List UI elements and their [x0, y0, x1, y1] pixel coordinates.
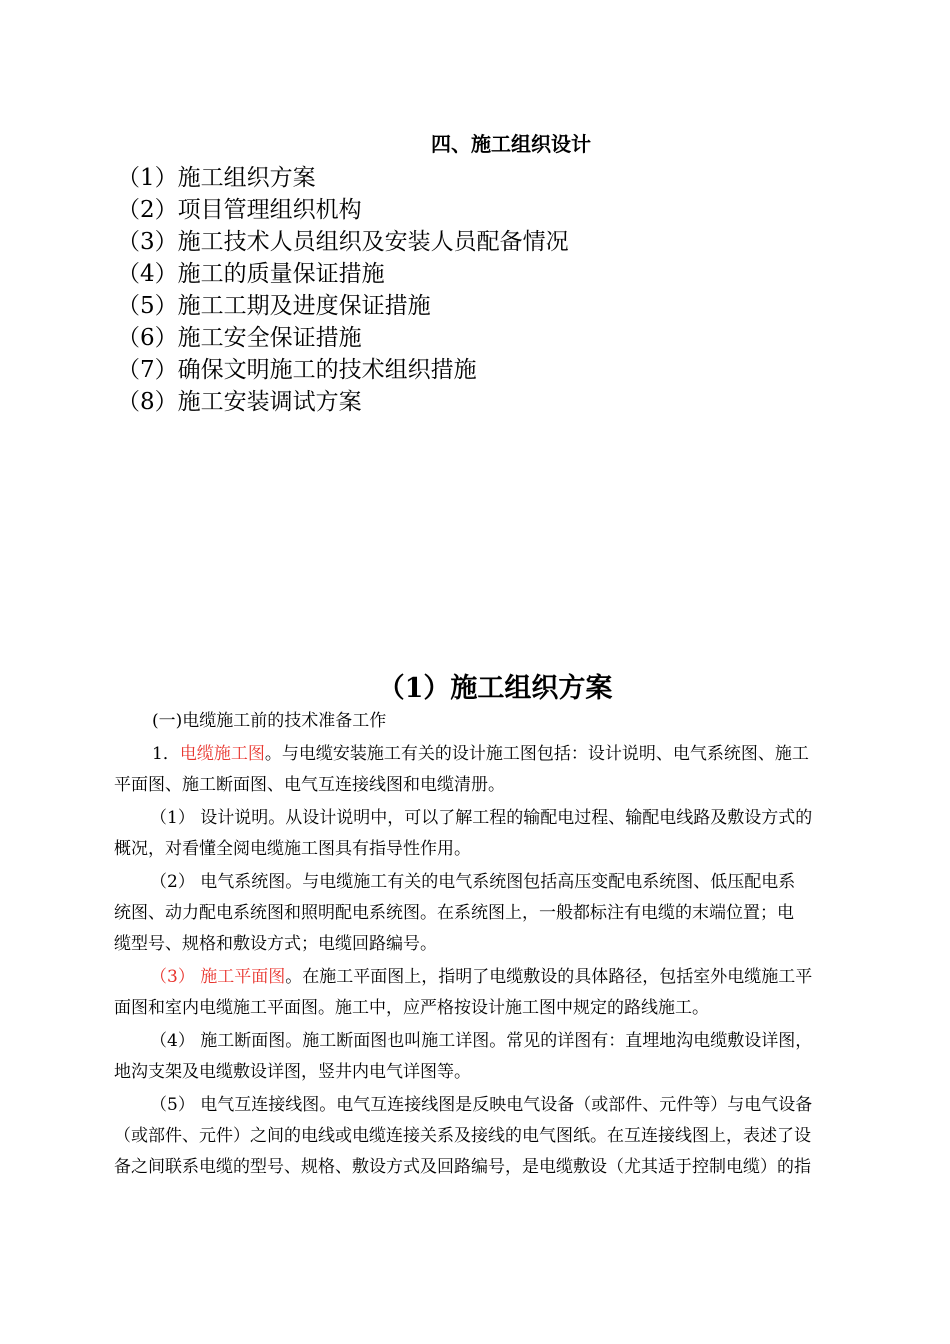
paragraph-line: 备之间联系电缆的型号、规格、敷设方式及回路编号，是电缆敷设（尤其适于控制电缆）的指 — [114, 1157, 811, 1177]
toc-item: （4）施工的质量保证措施 — [117, 261, 385, 287]
paragraph-line: 平面图、施工断面图、电气互连接线图和电缆清册。 — [114, 775, 505, 795]
paragraph-line: （1） 设计说明。从设计说明中，可以了解工程的输配电过程、输配电线路及敷设方式的 — [150, 808, 813, 828]
toc-item: （3）施工技术人员组织及安装人员配备情况 — [117, 229, 569, 255]
paragraph-line — [114, 739, 866, 770]
paragraph-line: （5） 电气互连接线图。电气互连接线图是反映电气设备（或部件、元件等）与电气设备 — [150, 1095, 813, 1115]
sub-heading: (一)电缆施工前的技术准备工作 — [152, 711, 387, 731]
paragraph-line: （4） 施工断面图。施工断面图也叫施工详图。常见的详图有：直埋地沟电缆敷设详图， — [150, 1031, 813, 1051]
table-of-contents — [117, 162, 569, 418]
paragraph-line: 统图、动力配电系统图和照明配电系统图。在系统图上，一般都标注有电缆的末端位置；电 — [114, 903, 794, 923]
toc-item: （7）确保文明施工的技术组织措施 — [117, 357, 477, 383]
paragraph-drawings — [114, 739, 866, 801]
paragraph-line: 概况，对看懂全阅电缆施工图具有指导性作用。 — [114, 839, 471, 859]
toc-item: （5）施工工期及进度保证措施 — [117, 293, 431, 319]
paragraph-section-view — [114, 1026, 866, 1088]
paragraph-wiring-diagram — [114, 1090, 866, 1183]
paragraph-line: （2） 电气系统图。与电缆施工有关的电气系统图包括高压变配电系统图、低压配电系 — [150, 872, 796, 892]
section-title: 四、施工组织设计 — [431, 132, 591, 156]
paragraph-plan-view — [114, 962, 866, 1024]
highlight-text: （3） 施工平面图 — [150, 967, 286, 987]
toc-item: （6）施工安全保证措施 — [117, 325, 362, 351]
paragraph-system-diagram — [114, 867, 866, 960]
paragraph-design-notes — [114, 803, 866, 865]
text-run: 。与电缆安装施工有关的设计施工图包括：设计说明、电气系统图、施工 — [264, 744, 809, 764]
paragraph-line: （或部件、元件）之间的电线或电缆连接关系及接线的电气图纸。在互连接线图上，表述了设 — [114, 1126, 811, 1146]
text-run: 。在施工平面图上，指明了电缆敷设的具体路径，包括室外电缆施工平 — [285, 967, 813, 987]
toc-item: （2）项目管理组织机构 — [117, 197, 362, 223]
item-number: 1． — [152, 744, 180, 764]
paragraph-line: 面图和室内电缆施工平面图。施工中，应严格按设计施工图中规定的路线施工。 — [114, 998, 709, 1018]
plan-title: （1）施工组织方案 — [377, 673, 613, 704]
paragraph-line — [114, 962, 866, 993]
highlight-text: 电缆施工图 — [179, 744, 265, 764]
paragraph-line: 地沟支架及电缆敷设详图，竖井内电气详图等。 — [114, 1062, 471, 1082]
paragraph-line: 缆型号、规格和敷设方式；电缆回路编号。 — [114, 934, 437, 954]
toc-item: （8）施工安装调试方案 — [117, 389, 362, 415]
toc-item: （1）施工组织方案 — [117, 165, 316, 191]
document-body — [114, 706, 866, 1183]
